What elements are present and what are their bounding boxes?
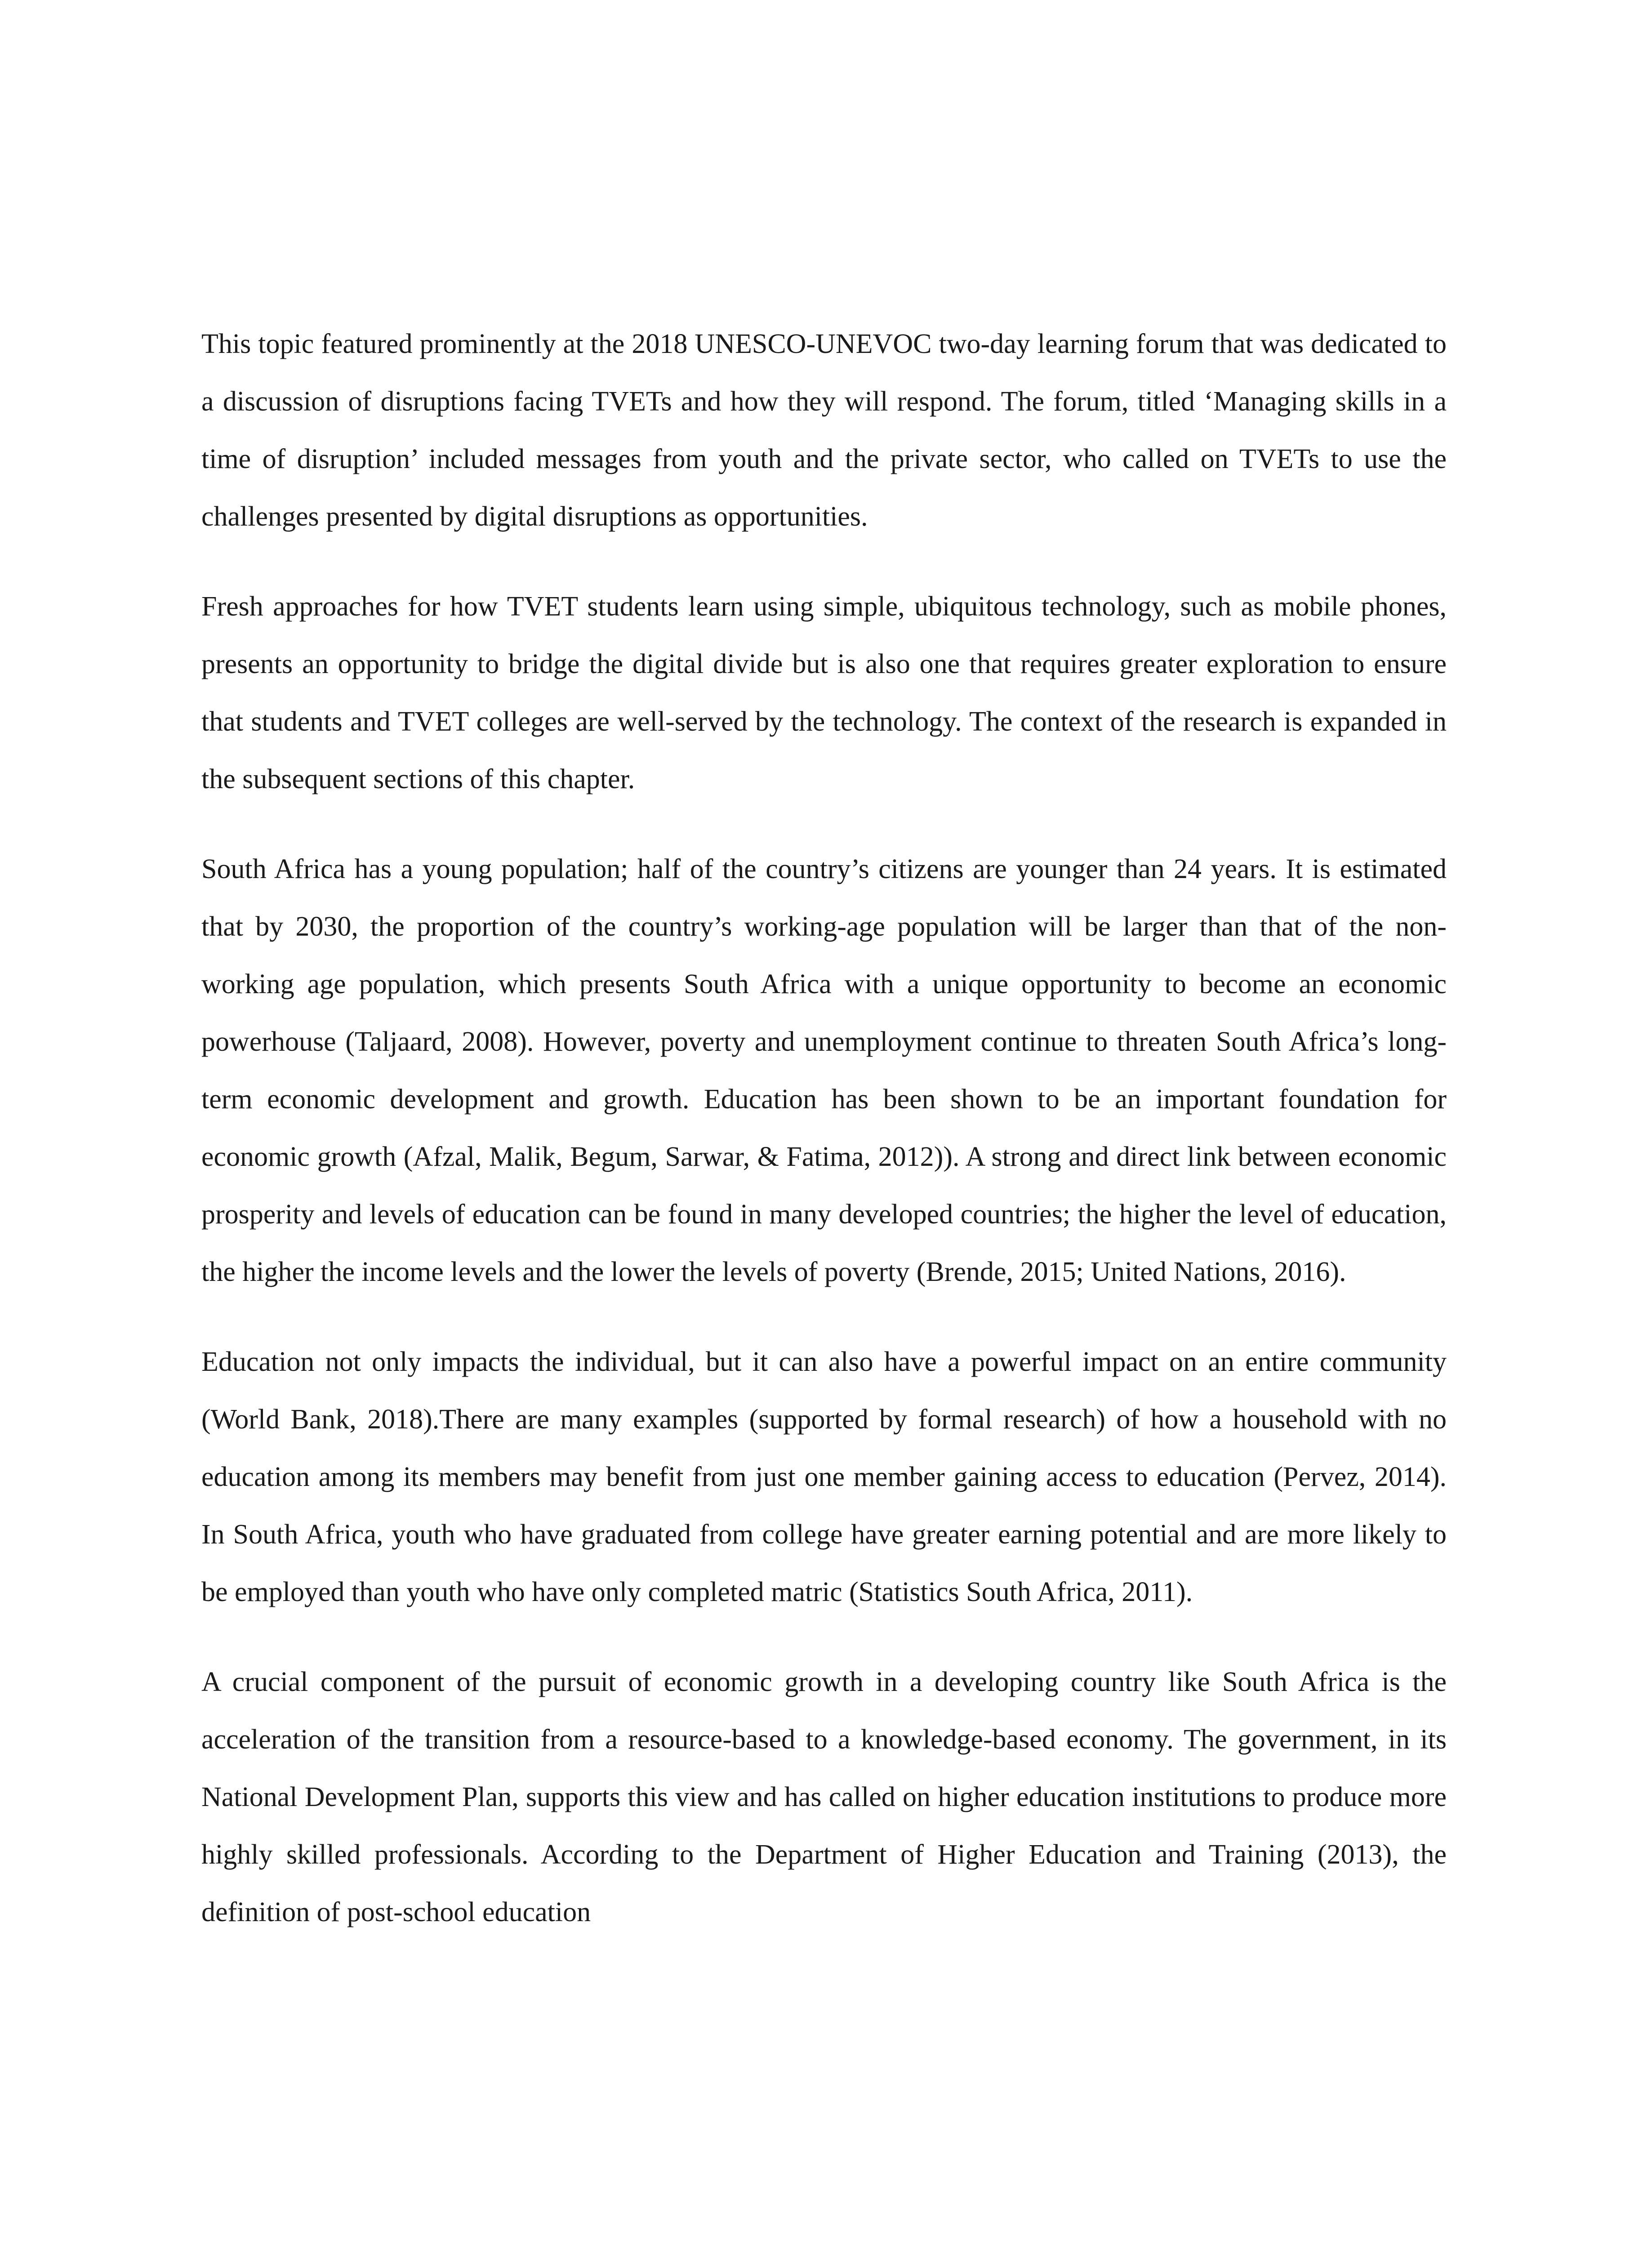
paragraph-young-population: South Africa has a young population; half of the country’s citizens are younger than 24 years. It is estimated that by 2030, the proportion of the country’s working-age population will be larger than that of the non-working age population, which presents South Africa with a unique opportunity to become an economic powerhouse (Taljaard, 2008). However, poverty and unemployment continue to threaten South Africa’s long-term economic development and growth. Education has been shown to be an important foundation for economic growth (Afzal, Malik, Begum, Sarwar, & Fatima, 2012)). A strong and direct link between economic prosperity and levels of education can be found in many developed countries; the higher the level of education, the higher the income levels and the lower the levels of poverty (Brende, 2015; United Nations, 2016). (201, 854, 1447, 1287)
paragraph-knowledge-economy: A crucial component of the pursuit of economic growth in a developing country like South Africa is the acceleration of the transition from a resource-based to a knowledge-based economy. The government, in its National Development Plan, supports this view and has called on higher education institutions to produce more highly skilled professionals. According to the Department of Higher Education and Training (2013), the definition of post-school education (201, 1667, 1447, 1927)
paragraph-unesco-forum: This topic featured prominently at the 2018 UNESCO-UNEVOC two-day learning forum that was dedicated to a discussion of disruptions facing TVETs and how they will respond. The forum, titled ‘Managing skills in a time of disruption’ included messages from youth and the private sector, who called on TVETs to use the challenges presented by digital disruptions as opportunities. (201, 329, 1447, 532)
paragraph-education-impact: Education not only impacts the individual, but it can also have a powerful impact on an entire community (World Bank, 2018).There are many examples (supported by formal research) of how a household with no education among its members may benefit from just one member gaining access to education (Pervez, 2014). In South Africa, youth who have graduated from college have greater earning potential and are more likely to be employed than youth who have only completed matric (Statistics South Africa, 2011). (201, 1347, 1447, 1607)
paragraph-fresh-approaches: Fresh approaches for how TVET students learn using simple, ubiquitous technology, such as mobile phones, presents an opportunity to bridge the digital divide but is also one that requires greater exploration to ensure that students and TVET colleges are well-served by the technology. The context of the research is expanded in the subsequent sections of this chapter. (201, 591, 1447, 794)
body-text (201, 315, 1447, 1973)
